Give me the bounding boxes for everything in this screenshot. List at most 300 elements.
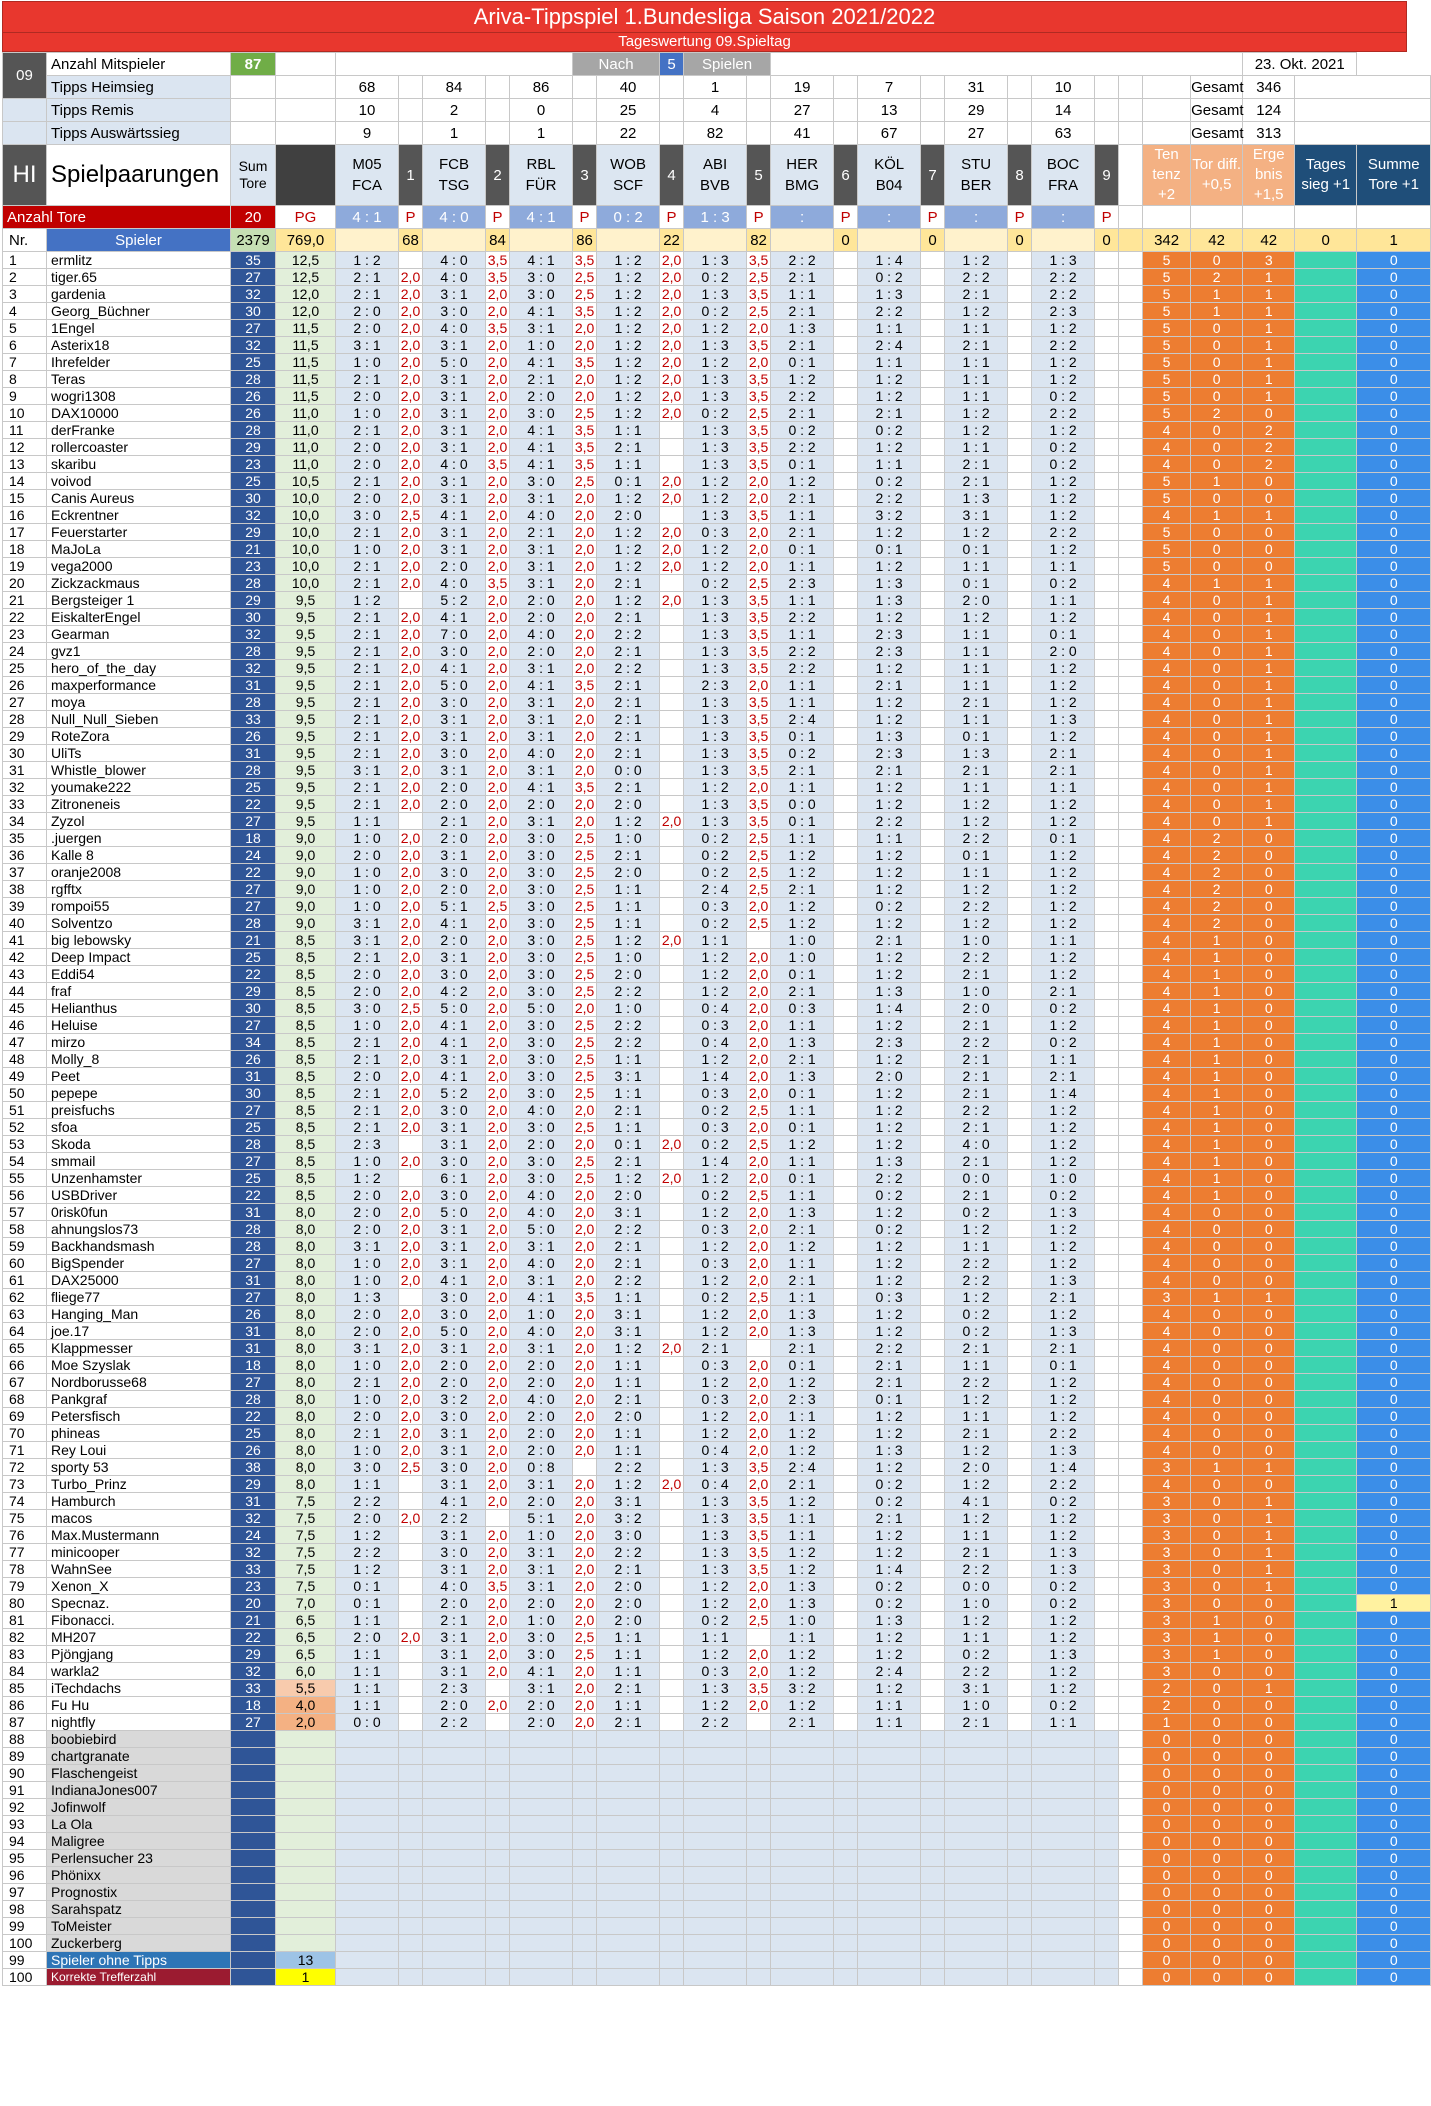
- tip-points: [1095, 745, 1119, 762]
- tip: 3 : 0: [510, 1153, 573, 1170]
- tip: 1 : 1: [858, 354, 921, 371]
- away-team: SCF: [613, 177, 644, 194]
- player-points: 8,0: [276, 1357, 336, 1374]
- tip-points: 2,0: [399, 949, 423, 966]
- tendenz-points: 4: [1143, 660, 1191, 677]
- tip-points: 2,0: [573, 762, 597, 779]
- player-points: 10,0: [276, 524, 336, 541]
- tip-count: 40: [597, 76, 660, 99]
- tip: 0 : 2: [684, 847, 747, 864]
- tip-points: 2,0: [573, 1391, 597, 1408]
- empty-cell: [747, 1918, 771, 1935]
- player-rank: 64: [3, 1323, 47, 1340]
- player-sum-tore: 32: [231, 507, 276, 524]
- tip-points: 2,0: [399, 1255, 423, 1272]
- tip: 1 : 2: [858, 524, 921, 541]
- empty-cell: [1008, 1952, 1032, 1969]
- tip-points: 2,0: [486, 1544, 510, 1561]
- player-points: 8,5: [276, 949, 336, 966]
- tip: 3 : 0: [423, 1289, 486, 1306]
- tip-points: 2,0: [399, 337, 423, 354]
- tip: 4 : 0: [510, 1391, 573, 1408]
- player-name: Jofinwolf: [47, 1799, 231, 1816]
- tip-points: [921, 1272, 945, 1289]
- summe-tore-points: 0: [1357, 1867, 1431, 1884]
- tip: 1 : 2: [1032, 660, 1095, 677]
- tip: 2 : 0: [336, 456, 399, 473]
- tagessieg-points: [1295, 592, 1357, 609]
- tip: 3 : 1: [336, 1238, 399, 1255]
- empty-cell: [1119, 728, 1143, 745]
- tip-points: 2,0: [573, 1510, 597, 1527]
- tip: 2 : 1: [336, 949, 399, 966]
- tip-points: 2,5: [573, 864, 597, 881]
- tip-points: [921, 1714, 945, 1731]
- tip-points: [834, 762, 858, 779]
- ergebnis-points: 1: [1243, 592, 1295, 609]
- tordiff-points: 0: [1191, 1510, 1243, 1527]
- tip: 2 : 2: [1032, 337, 1095, 354]
- tip-points: [921, 1408, 945, 1425]
- tip-points: 2,0: [486, 1238, 510, 1255]
- player-row: [3, 1493, 1431, 1510]
- tip-points: 2,0: [747, 354, 771, 371]
- tip-count: 82: [684, 122, 747, 145]
- empty-cell: [276, 122, 336, 145]
- player-row: [3, 864, 1431, 881]
- tip-points: 3,5: [486, 252, 510, 269]
- empty-cell: [336, 53, 573, 76]
- tip: 2 : 2: [423, 1510, 486, 1527]
- tordiff-points: 0: [1191, 1782, 1243, 1799]
- away-team: FCA: [352, 177, 382, 194]
- tip-points: [921, 1119, 945, 1136]
- tip: 2 : 2: [597, 1459, 660, 1476]
- tip: 2 : 1: [945, 1714, 1008, 1731]
- tip-count: 84: [423, 76, 486, 99]
- p-label: P: [1095, 206, 1119, 229]
- player-points: 8,5: [276, 1085, 336, 1102]
- empty-cell: [597, 1765, 660, 1782]
- player-name: skaribu: [47, 456, 231, 473]
- tip: 2 : 1: [336, 694, 399, 711]
- tip-points: [921, 388, 945, 405]
- tip-points: [834, 1425, 858, 1442]
- empty-cell: [231, 122, 276, 145]
- tip-points: 2,0: [573, 1561, 597, 1578]
- empty-cell: [276, 99, 336, 122]
- summe-tore-points: 0: [1357, 1068, 1431, 1085]
- tip: 3 : 1: [336, 762, 399, 779]
- tip: 1 : 2: [1032, 422, 1095, 439]
- tordiff-points: 0: [1191, 1765, 1243, 1782]
- tip: 2 : 2: [597, 1272, 660, 1289]
- tip: 1 : 1: [771, 1187, 834, 1204]
- tip: 2 : 0: [510, 1408, 573, 1425]
- tip-points: 2,5: [573, 269, 597, 286]
- tip-points: 2,5: [573, 1646, 597, 1663]
- player-rank: 54: [3, 1153, 47, 1170]
- tendenz-points: 4: [1143, 1034, 1191, 1051]
- player-sum-tore: 28: [231, 694, 276, 711]
- tip: 3 : 0: [510, 983, 573, 1000]
- tip-points: [1095, 1646, 1119, 1663]
- empty-cell: [1119, 1748, 1143, 1765]
- empty-cell: [1119, 694, 1143, 711]
- tordiff-points: 0: [1191, 490, 1243, 507]
- tip: 3 : 1: [423, 524, 486, 541]
- tip-points: [660, 694, 684, 711]
- tip: 2 : 4: [858, 337, 921, 354]
- player-name: moya: [47, 694, 231, 711]
- tip-points: [834, 1527, 858, 1544]
- tip: 2 : 1: [771, 1340, 834, 1357]
- tip: 1 : 3: [684, 456, 747, 473]
- away-team: FÜR: [525, 177, 557, 194]
- tip: 1 : 2: [1032, 1391, 1095, 1408]
- player-rank: 7: [3, 354, 47, 371]
- tordiff-points: 2: [1191, 269, 1243, 286]
- tip-points: 2,0: [747, 983, 771, 1000]
- tip: 1 : 2: [945, 609, 1008, 626]
- tip-points: [834, 864, 858, 881]
- tip: 2 : 0: [597, 1612, 660, 1629]
- empty-cell: [231, 99, 276, 122]
- tip-points: [1008, 1000, 1032, 1017]
- player-rank: 37: [3, 864, 47, 881]
- tip-points: [660, 1323, 684, 1340]
- tip: 2 : 1: [945, 456, 1008, 473]
- tip-points: [1095, 847, 1119, 864]
- tip: 1 : 2: [858, 711, 921, 728]
- tip-points: 2,0: [399, 677, 423, 694]
- tip-points: [1095, 592, 1119, 609]
- tip: 1 : 1: [771, 694, 834, 711]
- tendenz-points: 3: [1143, 1663, 1191, 1680]
- empty-cell: [1008, 1935, 1032, 1952]
- tordiff-points: 0: [1191, 1867, 1243, 1884]
- player-name: DAX25000: [47, 1272, 231, 1289]
- empty-cell: [1119, 1459, 1143, 1476]
- tagessieg-points: [1295, 983, 1357, 1000]
- tip: 1 : 2: [771, 1544, 834, 1561]
- empty-cell: [276, 1884, 336, 1901]
- tip-points: 2,0: [399, 643, 423, 660]
- player-name: smmail: [47, 1153, 231, 1170]
- empty-cell: [399, 1799, 423, 1816]
- anzahl-tore-row: [3, 206, 1431, 229]
- tip-points: [834, 405, 858, 422]
- player-rank: 48: [3, 1051, 47, 1068]
- tip-points: 2,0: [660, 1136, 684, 1153]
- tip: 2 : 1: [597, 609, 660, 626]
- tip: 3 : 1: [510, 762, 573, 779]
- player-points: 7,5: [276, 1578, 336, 1595]
- tip: 2 : 2: [597, 983, 660, 1000]
- tip: 1 : 2: [1032, 1238, 1095, 1255]
- tip: 3 : 1: [423, 1425, 486, 1442]
- tip-points: 2,0: [660, 388, 684, 405]
- tip-points: 2,0: [399, 1357, 423, 1374]
- title-block: [2, 1, 1407, 52]
- tip-points: 3,5: [573, 252, 597, 269]
- empty-cell: [1119, 881, 1143, 898]
- tip-points: 2,0: [573, 1595, 597, 1612]
- tip-points: [921, 1204, 945, 1221]
- tip-points: [399, 1714, 423, 1731]
- empty-cell: [423, 1765, 486, 1782]
- tip-points: 2,0: [747, 473, 771, 490]
- match-index: 2: [486, 145, 510, 206]
- player-row: [3, 252, 1431, 269]
- tip-points: [921, 1561, 945, 1578]
- tip-points: [660, 1714, 684, 1731]
- tip: 2 : 1: [771, 1476, 834, 1493]
- player-row: [3, 371, 1431, 388]
- tip: 1 : 2: [1032, 1527, 1095, 1544]
- tip: 1 : 1: [597, 1357, 660, 1374]
- tip-points: [1095, 1544, 1119, 1561]
- tip-points: [834, 728, 858, 745]
- empty-cell: [684, 1901, 747, 1918]
- tip-points: 2,0: [660, 1170, 684, 1187]
- ergebnis-points: 1: [1243, 303, 1295, 320]
- empty-cell: [945, 229, 1008, 252]
- tip-points: 2,0: [573, 1493, 597, 1510]
- gesamt-label: Gesamt: [1191, 122, 1243, 145]
- tip: 2 : 2: [771, 643, 834, 660]
- tip: 1 : 2: [771, 1442, 834, 1459]
- tip: 1 : 1: [771, 677, 834, 694]
- tendenz-points: 0: [1143, 1833, 1191, 1850]
- tip-points: [1008, 762, 1032, 779]
- tip: 1 : 2: [684, 1425, 747, 1442]
- tip-points: [1008, 1646, 1032, 1663]
- tip: 2 : 1: [771, 1714, 834, 1731]
- player-row: [3, 983, 1431, 1000]
- tip-points: [747, 932, 771, 949]
- tip: 4 : 0: [510, 1102, 573, 1119]
- tip-points: 2,5: [573, 881, 597, 898]
- empty-cell: [573, 1816, 597, 1833]
- empty-cell: [1295, 1918, 1357, 1935]
- empty-cell: [1032, 1816, 1095, 1833]
- player-rank: 93: [3, 1816, 47, 1833]
- tip-points: [1095, 1068, 1119, 1085]
- player-sum-tore: 25: [231, 949, 276, 966]
- tip: 3 : 0: [336, 1000, 399, 1017]
- tip: 2 : 1: [597, 1255, 660, 1272]
- tip: 2 : 1: [858, 762, 921, 779]
- tendenz-points: 5: [1143, 524, 1191, 541]
- tip-points: [1095, 1272, 1119, 1289]
- empty-cell: [510, 1765, 573, 1782]
- tip-points: [834, 1306, 858, 1323]
- player-rank: 26: [3, 677, 47, 694]
- tip-points: [834, 1272, 858, 1289]
- player-row: [3, 1068, 1431, 1085]
- player-name: MH207: [47, 1629, 231, 1646]
- tip: 1 : 2: [1032, 847, 1095, 864]
- tip-points: 2,0: [573, 1306, 597, 1323]
- tip: 0 : 1: [945, 541, 1008, 558]
- tip: 2 : 0: [336, 1408, 399, 1425]
- tip-points: [399, 1527, 423, 1544]
- tip-points: 2,0: [486, 813, 510, 830]
- tip-points: 2,0: [573, 813, 597, 830]
- player-row: [3, 337, 1431, 354]
- empty-cell: [486, 1952, 510, 1969]
- empty-cell: [684, 1918, 747, 1935]
- summe-tore-points: 0: [1357, 507, 1431, 524]
- player-row: [3, 643, 1431, 660]
- player-row: [3, 830, 1431, 847]
- player-points: 11,0: [276, 405, 336, 422]
- tip-points: 2,0: [486, 983, 510, 1000]
- tip: 1 : 1: [945, 1408, 1008, 1425]
- spielen-label: Spielen: [684, 53, 771, 76]
- tip-points: [921, 1595, 945, 1612]
- tip-points: [834, 1476, 858, 1493]
- tip: 2 : 2: [597, 1034, 660, 1051]
- tip-points: 2,0: [399, 796, 423, 813]
- tip: 0 : 1: [771, 456, 834, 473]
- player-row: [3, 847, 1431, 864]
- tip-points: [834, 932, 858, 949]
- tip-points: 2,0: [660, 405, 684, 422]
- tip-points: [399, 813, 423, 830]
- tip: 1 : 0: [597, 949, 660, 966]
- match-points-total: 22: [660, 229, 684, 252]
- player-points: 7,5: [276, 1510, 336, 1527]
- tip: 1 : 2: [336, 252, 399, 269]
- summe-tore-points: 0: [1357, 1204, 1431, 1221]
- tip: 1 : 2: [597, 1340, 660, 1357]
- tip-points: [747, 1629, 771, 1646]
- tip-points: 2,5: [747, 881, 771, 898]
- empty-cell: [1032, 1969, 1095, 1986]
- tip: 1 : 1: [336, 1646, 399, 1663]
- tip: 2 : 0: [597, 796, 660, 813]
- tip-points: 2,5: [747, 830, 771, 847]
- player-sum-tore: 31: [231, 745, 276, 762]
- empty-cell: [1119, 1510, 1143, 1527]
- tip-points: [1008, 864, 1032, 881]
- empty-cell: [399, 1782, 423, 1799]
- tip-points: 2,0: [747, 1408, 771, 1425]
- empty-cell: [1119, 626, 1143, 643]
- player-points: 7,5: [276, 1493, 336, 1510]
- tordiff-points: 0: [1191, 371, 1243, 388]
- player-rank: 35: [3, 830, 47, 847]
- tip: 1 : 2: [1032, 949, 1095, 966]
- tip-points: 2,0: [573, 745, 597, 762]
- player-rank: 88: [3, 1731, 47, 1748]
- summe-tore-points: 0: [1357, 575, 1431, 592]
- tip: 2 : 0: [597, 1595, 660, 1612]
- tip: 1 : 3: [684, 1527, 747, 1544]
- tip: 0 : 0: [945, 1578, 1008, 1595]
- tip: 2 : 0: [336, 1306, 399, 1323]
- tip: 1 : 1: [597, 1289, 660, 1306]
- empty-cell: [423, 229, 486, 252]
- empty-cell: [1095, 122, 1119, 145]
- tip-count: 10: [336, 99, 399, 122]
- tip-points: [1008, 252, 1032, 269]
- ergebnis-points: 1: [1243, 711, 1295, 728]
- summe-tore-points: 0: [1357, 1493, 1431, 1510]
- player-rank: 66: [3, 1357, 47, 1374]
- empty-cell: [921, 1816, 945, 1833]
- tip-count: 41: [771, 122, 834, 145]
- tip-points: 2,0: [486, 1442, 510, 1459]
- gesamt-value: 313: [1243, 122, 1295, 145]
- tip: 2 : 0: [336, 1510, 399, 1527]
- tip: 5 : 0: [510, 1000, 573, 1017]
- player-sum-tore: 21: [231, 1612, 276, 1629]
- empty-cell: [1008, 1799, 1032, 1816]
- player-name: BigSpender: [47, 1255, 231, 1272]
- tip: 1 : 2: [1032, 1017, 1095, 1034]
- player-sum-tore: 27: [231, 1153, 276, 1170]
- tip: 3 : 2: [597, 1510, 660, 1527]
- p-label: P: [921, 206, 945, 229]
- tip-count: 86: [510, 76, 573, 99]
- tip: 4 : 0: [510, 1204, 573, 1221]
- tip-count: 27: [945, 122, 1008, 145]
- tip: 1 : 0: [771, 1612, 834, 1629]
- tip: 1 : 3: [858, 1612, 921, 1629]
- tagessieg-points: [1295, 1272, 1357, 1289]
- tip-points: [660, 1493, 684, 1510]
- player-sum-tore: 30: [231, 1000, 276, 1017]
- tip-points: [1008, 660, 1032, 677]
- tip-points: 2,0: [399, 830, 423, 847]
- player-name: Prognostix: [47, 1884, 231, 1901]
- empty-cell: [399, 1884, 423, 1901]
- empty-cell: [1119, 1731, 1143, 1748]
- tip-points: [1095, 813, 1119, 830]
- tip: 1 : 1: [336, 813, 399, 830]
- tip-points: [1008, 643, 1032, 660]
- summe-tore-points: 0: [1357, 1731, 1431, 1748]
- tip-count: 67: [858, 122, 921, 145]
- player-row: [3, 1646, 1431, 1663]
- player-points: 8,0: [276, 1374, 336, 1391]
- summe-tore-points: 0: [1357, 1850, 1431, 1867]
- tip: 1 : 2: [684, 490, 747, 507]
- match-result: 4 : 1: [336, 206, 399, 229]
- tip: 1 : 3: [858, 728, 921, 745]
- empty-cell: [510, 1884, 573, 1901]
- tip-points: [834, 1578, 858, 1595]
- tip-points: [921, 320, 945, 337]
- tip-points: 2,5: [747, 1102, 771, 1119]
- tendenz-points: 4: [1143, 609, 1191, 626]
- empty-cell: [1119, 337, 1143, 354]
- player-sum-tore: 31: [231, 1493, 276, 1510]
- player-points: 10,0: [276, 541, 336, 558]
- tip-points: [660, 677, 684, 694]
- match-points-total: 0: [921, 229, 945, 252]
- ergebnis-points: 0: [1243, 1969, 1295, 1986]
- tendenz-points: 3: [1143, 1459, 1191, 1476]
- player-points: 8,5: [276, 1034, 336, 1051]
- tip-points: [1095, 354, 1119, 371]
- tip-points: 2,0: [573, 320, 597, 337]
- ergebnis-points: 0: [1243, 1204, 1295, 1221]
- tagessieg-points: [1295, 762, 1357, 779]
